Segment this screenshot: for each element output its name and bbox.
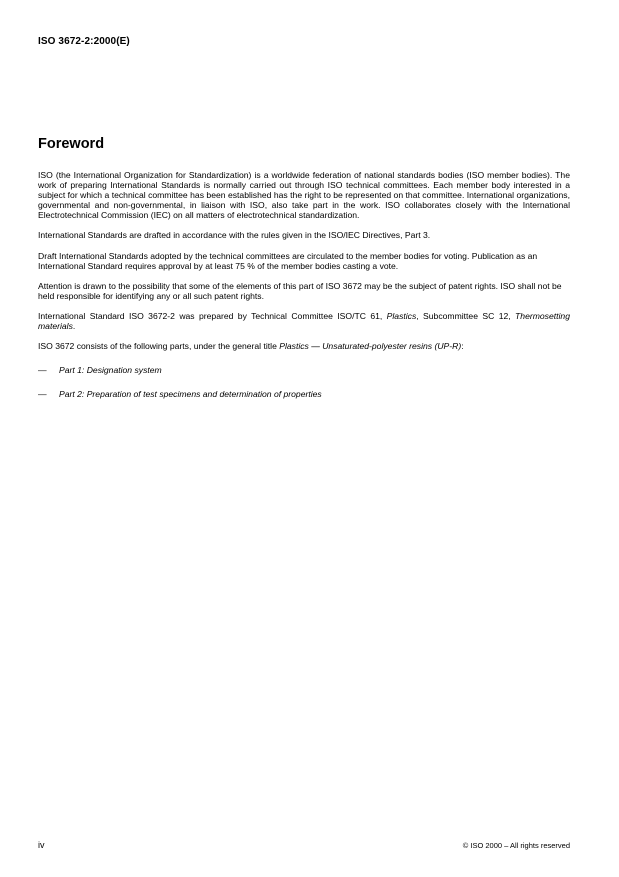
page-title: Foreword	[38, 136, 105, 152]
page-number: iv	[38, 840, 45, 850]
prepared-by-italic-thermosetting: Thermosetting materials	[38, 310, 570, 332]
paragraph-iso-intro: ISO (the International Organization for Standardization) is a worldwide federation of national standards bodies (ISO member bodies). The work of preparing International Standards is normally carried out through ISO technical committees. Each member body interested in a subject for which a technical committee has been established has the right to be represented on that committee. International organizations, governmental and non-governmental, in liaison with ISO, also take part in the work. ISO collaborates closely with the International Electrotechnical Commission (IEC) on all matters of electrotechnical standardization.	[38, 170, 570, 221]
paragraph-patent: Attention is drawn to the possibility that some of the elements of this part of ISO 3672 may be the subject of patent rights. ISO shall not be held responsible for identifying any or all such patent rights.	[38, 280, 562, 301]
prepared-by-italic-plastics: Plastics	[386, 310, 417, 321]
paragraph-prepared-by	[38, 311, 570, 331]
list-item-part-2: Part 2: Preparation of test specimens and determination of properties	[59, 389, 322, 400]
paragraph-parts-intro	[38, 341, 570, 351]
copyright-notice: © ISO 2000 – All rights reserved	[462, 841, 570, 850]
prepared-by-text-1: International Standard ISO 3672-2 was prepared by Technical Committee ISO/TC 61,	[38, 310, 387, 321]
parts-intro-italic-title: Plastics — Unsaturated-polyester resins (UP-R)	[279, 341, 462, 352]
list-item-part-1: Part 1: Designation system	[59, 365, 162, 376]
prepared-by-text-3: .	[72, 321, 76, 332]
prepared-by-text-2: , Subcommittee SC 12,	[416, 310, 516, 321]
parts-intro-text-2: :	[461, 341, 464, 352]
document-id: ISO 3672-2:2000(E)	[38, 36, 130, 47]
paragraph-voting: Draft International Standards adopted by the technical committees are circulated to the member bodies for voting. Publication as an International Standard requires approval by at least 75 % of the member bodies casting a vote.	[38, 250, 538, 271]
list-item	[38, 389, 570, 399]
list-dash: —	[38, 365, 47, 376]
parts-intro-text-1: ISO 3672 consists of the following parts, under the general title	[38, 341, 280, 352]
paragraph-directives: International Standards are drafted in accordance with the rules given in the ISO/IEC Directives, Part 3.	[38, 230, 431, 241]
list-item	[38, 365, 570, 375]
list-dash: —	[38, 389, 47, 400]
foreword-body	[38, 170, 570, 413]
